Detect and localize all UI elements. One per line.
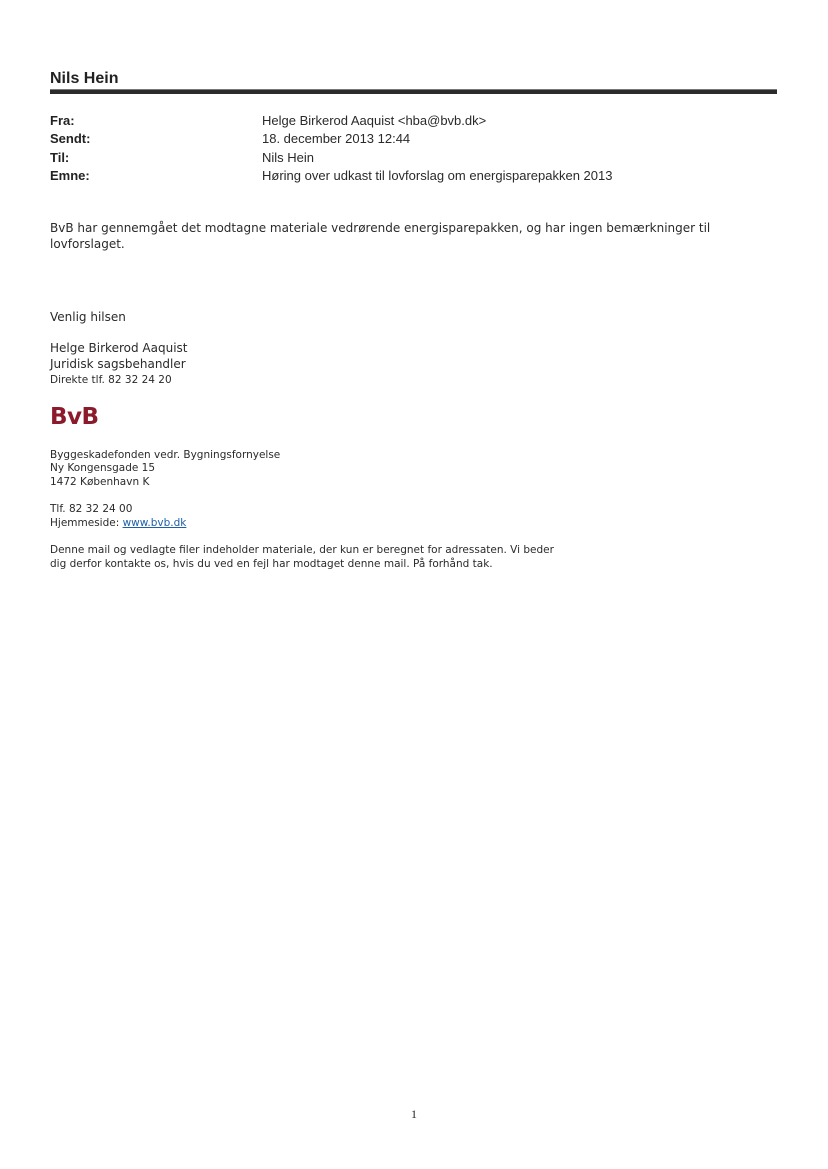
from-value: Helge Birkerod Aaquist <hba@bvb.dk> <box>262 112 487 128</box>
from-label: Fra: <box>50 112 75 128</box>
disclaimer-line-2: dig derfor kontakte os, hvis du ved en fejl har modtaget denne mail. På forhånd tak. <box>50 558 493 570</box>
sent-value: 18. december 2013 12:44 <box>262 131 411 147</box>
organization-street: Ny Kongensgade 15 <box>50 462 156 474</box>
sent-row <box>50 130 777 149</box>
to-value: Nils Hein <box>262 149 315 165</box>
subject-row <box>50 167 777 186</box>
signature-title: Juridisk sagsbehandler <box>50 357 186 371</box>
disclaimer-line-1: Denne mail og vedlagte filer indeholder materiale, der kun er beregnet for adressaten. Vi beder <box>50 544 554 556</box>
website-label: Hjemmeside: <box>50 517 123 529</box>
organization-name: Byggeskadefonden vedr. Bygningsfornyelse <box>50 449 281 461</box>
mailbox-owner-name: Nils Hein <box>50 70 119 87</box>
subject-value: Høring over udkast til lovforslag om energisparepakken 2013 <box>262 168 613 184</box>
email-header-fields <box>50 111 777 185</box>
to-row <box>50 148 777 167</box>
header-divider <box>50 90 777 94</box>
website-line <box>50 516 186 530</box>
website-link[interactable]: www.bvb.dk <box>122 517 187 529</box>
page-number: 1 <box>411 1107 417 1121</box>
subject-label: Emne: <box>50 168 90 184</box>
signature-name: Helge Birkerod Aaquist <box>50 341 188 355</box>
signature-direct-phone: Direkte tlf. 82 32 24 20 <box>50 374 172 386</box>
to-label: Til: <box>50 149 70 165</box>
from-row <box>50 111 777 130</box>
bvb-logo: BvB <box>50 404 99 430</box>
email-body-paragraph: BvB har gennemgået det modtagne materiale vedrørende energisparepakken, og har ingen bemærkninger til lovforslaget. <box>50 221 711 251</box>
organization-city: 1472 København K <box>50 476 150 488</box>
sent-label: Sendt: <box>50 131 91 147</box>
closing-greeting: Venlig hilsen <box>50 310 126 324</box>
organization-phone: Tlf. 82 32 24 00 <box>50 503 133 515</box>
